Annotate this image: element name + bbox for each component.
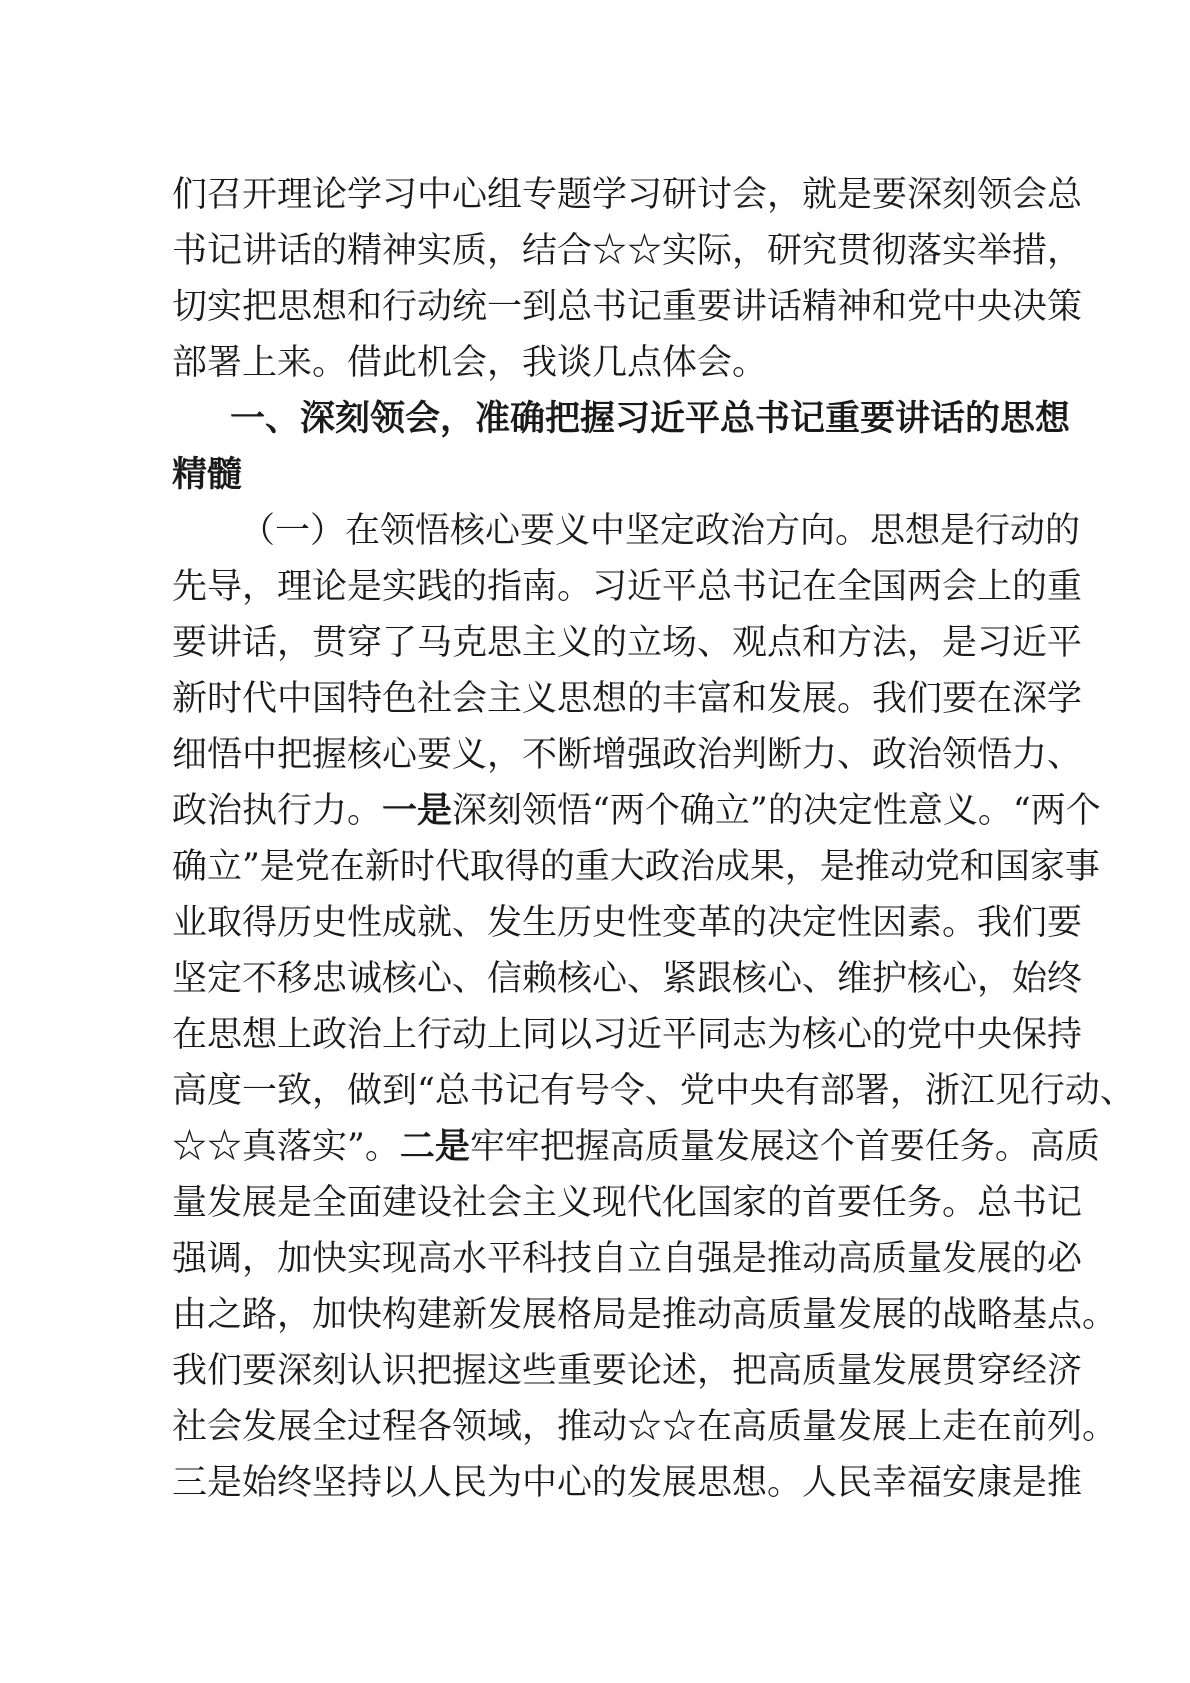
paragraph-text: 深刻领悟“两个确立”的决定性意义。“两个 <box>452 791 1101 831</box>
section-heading-line-2: 精髓 <box>172 455 243 495</box>
paragraph-line: 确立”是党在新时代取得的重大政治成果，是推动党和国家事 <box>172 847 1100 887</box>
paragraph-line: 三是始终坚持以人民为中心的发展思想。人民幸福安康是推 <box>172 1463 1083 1503</box>
point-one-marker: 一是 <box>382 791 453 831</box>
paragraph-line: 在思想上政治上行动上同以习近平同志为核心的党中央保持 <box>172 1015 1083 1055</box>
section-heading-line-1: 一、深刻领会，准确把握习近平总书记重要讲话的思想 <box>230 399 1071 439</box>
subsection-title-line: （一）在领悟核心要义中坚定政治方向。思想是行动的 <box>240 511 1081 551</box>
paragraph-line: 细悟中把握核心要义，不断增强政治判断力、政治领悟力、 <box>172 735 1083 775</box>
paragraph-line: 社会发展全过程各领域，推动☆☆在高质量发展上走在前列。 <box>172 1407 1118 1447</box>
paragraph-line: 新时代中国特色社会主义思想的丰富和发展。我们要在深学 <box>172 679 1083 719</box>
paragraph-line: 先导，理论是实践的指南。习近平总书记在全国两会上的重 <box>172 567 1083 607</box>
paragraph-line: 业取得历史性成就、发生历史性变革的决定性因素。我们要 <box>172 903 1083 943</box>
paragraph-line <box>172 1119 1100 1175</box>
paragraph-line: 坚定不移忠诚核心、信赖核心、紧跟核心、维护核心，始终 <box>172 959 1083 999</box>
paragraph-line: 强调，加快实现高水平科技自立自强是推动高质量发展的必 <box>172 1239 1083 1279</box>
paragraph-text: 牢牢把握高质量发展这个首要任务。高质 <box>469 1127 1100 1167</box>
paragraph-line: 我们要深刻认识把握这些重要论述，把高质量发展贯穿经济 <box>172 1351 1083 1391</box>
paragraph-line: 由之路，加快构建新发展格局是推动高质量发展的战略基点。 <box>172 1295 1118 1335</box>
intro-line-4: 部署上来。借此机会，我谈几点体会。 <box>172 343 768 383</box>
point-two-marker: 二是 <box>399 1127 470 1167</box>
intro-line-3: 切实把思想和行动统一到总书记重要讲话精神和党中央决策 <box>172 287 1083 327</box>
paragraph-text: ☆☆真落实”。 <box>172 1127 400 1167</box>
paragraph-line <box>172 783 1101 839</box>
paragraph-line: 高度一致，做到“总书记有号令、党中央有部署，浙江见行动、 <box>172 1071 1135 1111</box>
intro-line-1: 们召开理论学习中心组专题学习研讨会，就是要深刻领会总 <box>172 175 1083 215</box>
paragraph-line: 量发展是全面建设社会主义现代化国家的首要任务。总书记 <box>172 1183 1083 1223</box>
intro-line-2: 书记讲话的精神实质，结合☆☆实际，研究贯彻落实举措， <box>172 231 1083 271</box>
paragraph-line: 要讲话，贯穿了马克思主义的立场、观点和方法，是习近平 <box>172 623 1083 663</box>
paragraph-text: 政治执行力。 <box>172 791 383 831</box>
